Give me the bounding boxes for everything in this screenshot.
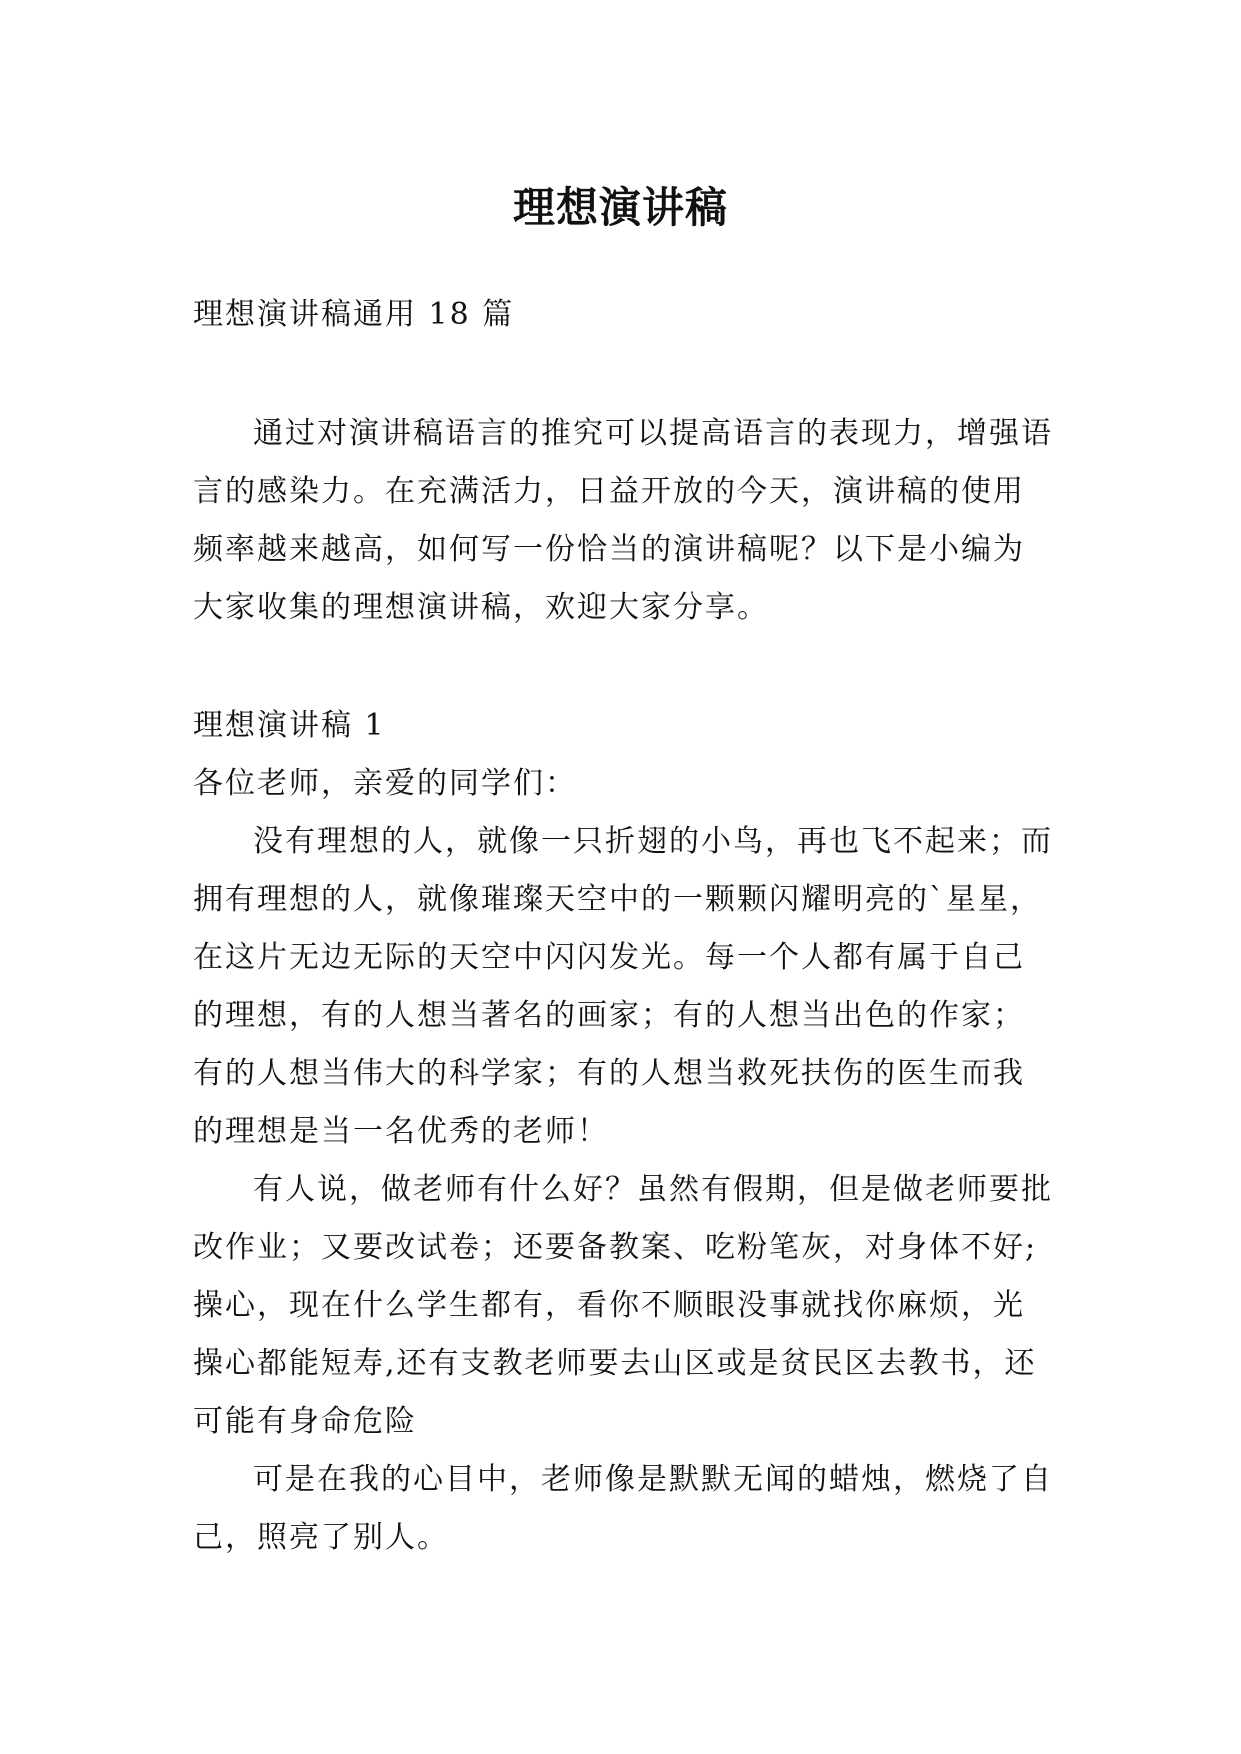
salutation: 各位老师，亲爱的同学们： <box>193 766 577 801</box>
body-paragraph: 可是在我的心目中，老师像是默默无闻的蜡烛，燃烧了自己，照亮了别人。 <box>193 1462 1053 1555</box>
body-paragraph: 有人说，做老师有什么好？虽然有假期，但是做老师要批改作业；又要改试卷；还要备教案、吃粉笔灰，对身体不好; 操心，现在什么学生都有，看你不顺眼没事就找你麻烦，光操心都能短寿,还有支教老师要去山区或是贫民区去教书，还可能有身命危险 <box>193 1172 1053 1439</box>
document-subtitle: 理想演讲稿通用 18 篇 <box>193 297 515 332</box>
document-title: 理想演讲稿 <box>512 183 728 233</box>
document-body <box>193 285 1053 1567</box>
section-heading: 理想演讲稿 1 <box>193 708 386 743</box>
body-paragraph: 没有理想的人，就像一只折翅的小鸟，再也飞不起来；而拥有理想的人，就像璀璨天空中的一颗颗闪耀明亮的`星星，在这片无边无际的天空中闪闪发光。每一个人都有属于自己的理想，有的人想当著名的画家；有的人想当出色的作家；有的人想当伟大的科学家；有的人想当救死扶伤的医生而我的理想是当一名优秀的老师！ <box>193 824 1053 1149</box>
intro-paragraph: 通过对演讲稿语言的推究可以提高语言的表现力，增强语言的感染力。在充满活力，日益开放的今天，演讲稿的使用频率越来越高，如何写一份恰当的演讲稿呢？以下是小编为大家收集的理想演讲稿，欢迎大家分享。 <box>193 416 1053 625</box>
